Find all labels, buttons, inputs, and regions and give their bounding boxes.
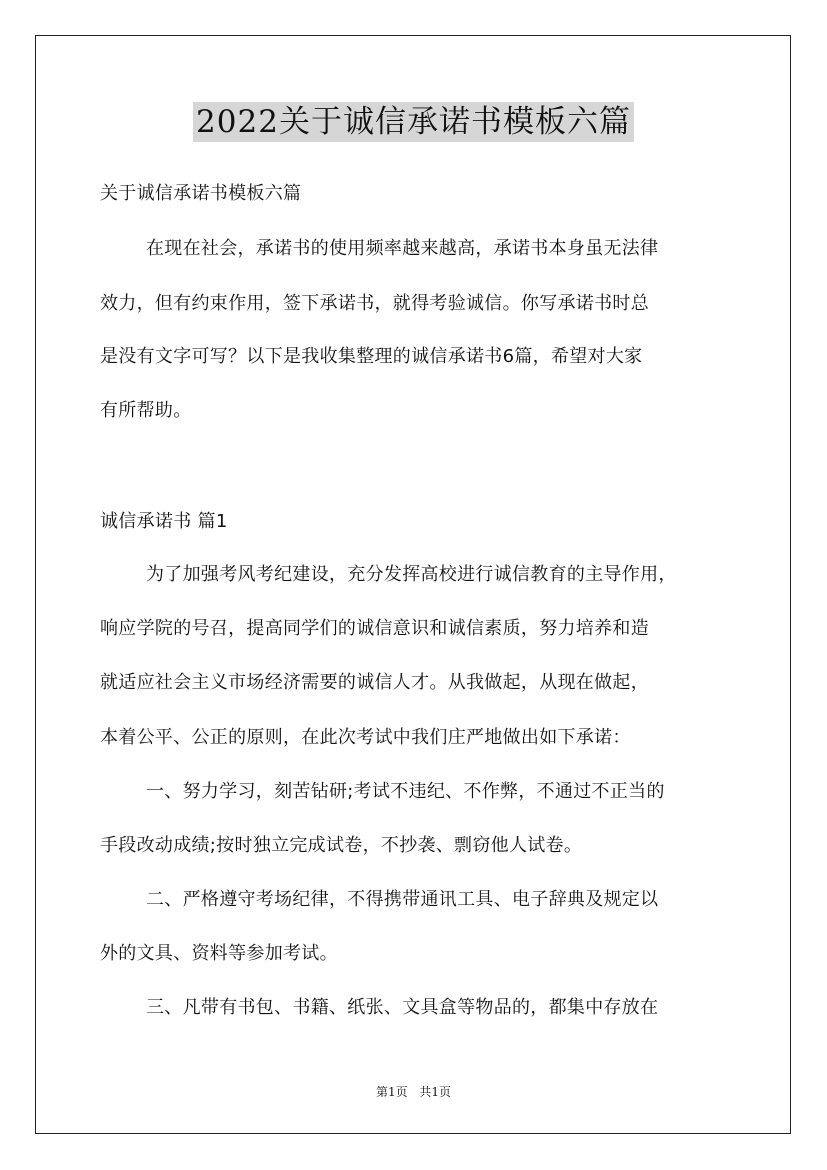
paragraph-line: 就适应社会主义市场经济需要的诚信人才。从我做起，从现在做起， (100, 672, 649, 693)
paragraph-line: 响应学院的号召，提高同学们的诚信意识和诚信素质，努力培养和造 (100, 618, 649, 639)
paragraph-line: 为了加强考风考纪建设，充分发挥高校进行诚信教育的主导作用， (146, 564, 677, 585)
document-title: 2022关于诚信承诺书模板六篇 (193, 102, 634, 142)
list-item-2: 二、严格遵守考场纪律，不得携带通讯工具、电子辞典及规定以 (146, 889, 659, 910)
intro-line: 有所帮助。 (100, 400, 192, 421)
document-subtitle: 关于诚信承诺书模板六篇 (100, 183, 302, 204)
intro-line: 是没有文字可写？以下是我收集整理的诚信承诺书6篇，希望对大家 (100, 346, 643, 367)
title-wrapper (0, 102, 827, 142)
intro-line: 效力，但有约束作用，签下承诺书，就得考验诚信。你写承诺书时总 (100, 293, 649, 314)
paragraph-line: 本着公平、公正的原则，在此次考试中我们庄严地做出如下承诺： (100, 727, 631, 748)
list-item-2-continued: 外的文具、资料等参加考试。 (100, 943, 338, 964)
page-footer (0, 1083, 827, 1100)
list-item-3: 三、凡带有书包、书籍、纸张、文具盒等物品的，都集中存放在 (146, 997, 659, 1018)
page-number: 第1页 (375, 1085, 408, 1099)
list-item-1: 一、努力学习，刻苦钻研;考试不违纪、不作弊，不通过不正当的 (146, 781, 665, 802)
page-total: 共1页 (419, 1085, 452, 1099)
section-heading: 诚信承诺书 篇1 (100, 511, 228, 532)
intro-line: 在现在社会，承诺书的使用频率越来越高，承诺书本身虽无法律 (146, 238, 659, 259)
list-item-1-continued: 手段改动成绩;按时独立完成试卷，不抄袭、剽窃他人试卷。 (100, 835, 583, 856)
